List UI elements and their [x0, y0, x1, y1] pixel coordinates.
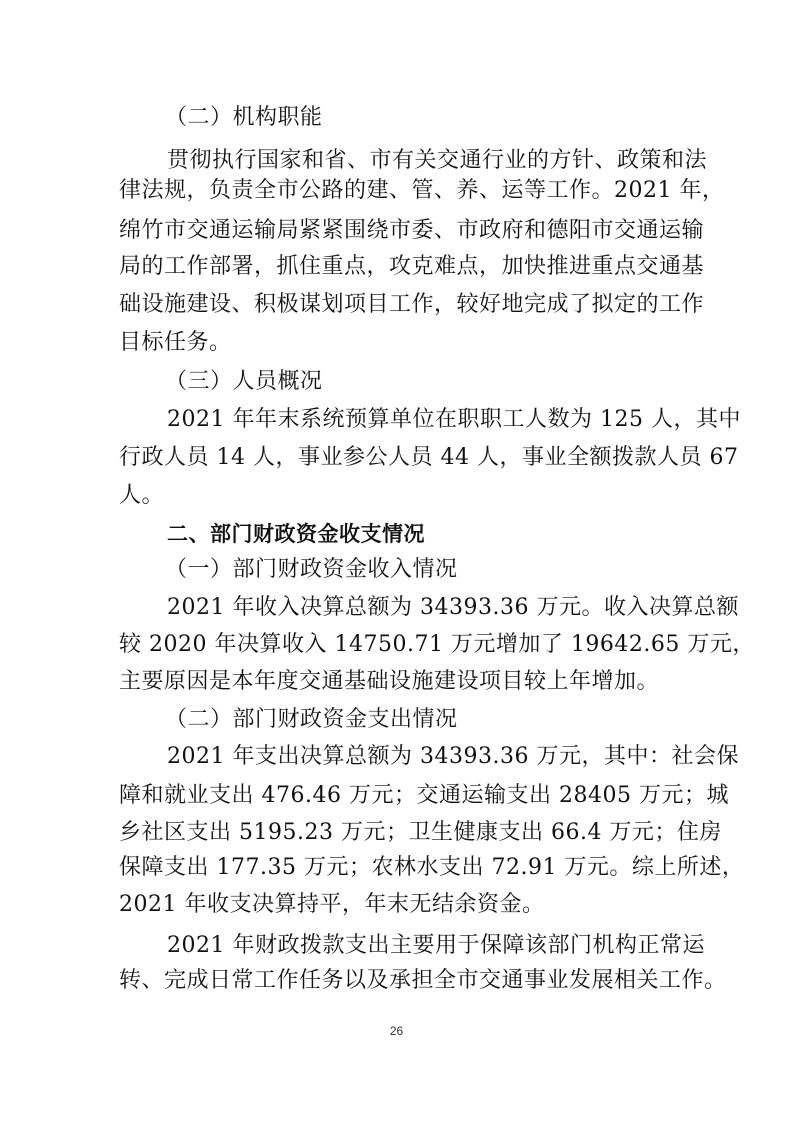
- paragraph-line: 障和就业支出 476.46 万元；交通运输支出 28405 万元；城: [119, 783, 729, 808]
- section-heading-functions: （二）机构职能: [165, 105, 323, 130]
- paragraph-line: 目标任务。: [119, 330, 232, 355]
- page-number: 26: [389, 1024, 404, 1038]
- paragraph-line: 较 2020 年决算收入 14750.71 万元增加了 19642.65 万元，: [119, 632, 755, 657]
- paragraph-line: 绵竹市交通运输局紧紧围绕市委、市政府和德阳市交通运输: [119, 218, 705, 243]
- section-heading-income: （一）部门财政资金收入情况: [165, 557, 458, 582]
- paragraph-line: 2021 年支出决算总额为 34393.36 万元，其中：社会保: [167, 744, 739, 769]
- paragraph-line: 2021 年财政拨款支出主要用于保障该部门机构正常运: [167, 933, 705, 958]
- paragraph-line: 主要原因是本年度交通基础设施建设项目较上年增加。: [119, 669, 660, 694]
- section-heading-staff: （三）人员概况: [165, 369, 323, 394]
- paragraph-line: 局的工作部署，抓住重点，攻克难点，加快推进重点交通基: [119, 254, 705, 279]
- paragraph-line: 贯彻执行国家和省、市有关交通行业的方针、政策和法: [167, 148, 708, 173]
- paragraph-line: 律法规，负责全市公路的建、管、养、运等工作。2021 年，: [119, 178, 725, 203]
- paragraph-line: 2021 年收支决算持平，年末无结余资金。: [119, 892, 545, 917]
- section-heading-finance: 二、部门财政资金收支情况: [167, 522, 425, 546]
- paragraph-line: 乡社区支出 5195.23 万元；卫生健康支出 66.4 万元；住房: [119, 820, 722, 845]
- paragraph-line: 2021 年收入决算总额为 34393.36 万元。收入决算总额: [167, 595, 739, 620]
- paragraph-line: 人。: [119, 483, 165, 508]
- paragraph-line: 础设施建设、积极谋划项目工作，较好地完成了拟定的工作: [119, 292, 705, 317]
- paragraph-line: 转、完成日常工作任务以及承担全市交通事业发展相关工作。: [119, 968, 727, 993]
- paragraph-line: 2021 年年末系统预算单位在职职工人数为 125 人，其中: [167, 407, 741, 432]
- paragraph-line: 保障支出 177.35 万元；农林水支出 72.91 万元。综上所述，: [119, 855, 745, 880]
- section-heading-expense: （二）部门财政资金支出情况: [165, 707, 458, 732]
- paragraph-line: 行政人员 14 人，事业参公人员 44 人，事业全额拨款人员 67: [119, 445, 739, 470]
